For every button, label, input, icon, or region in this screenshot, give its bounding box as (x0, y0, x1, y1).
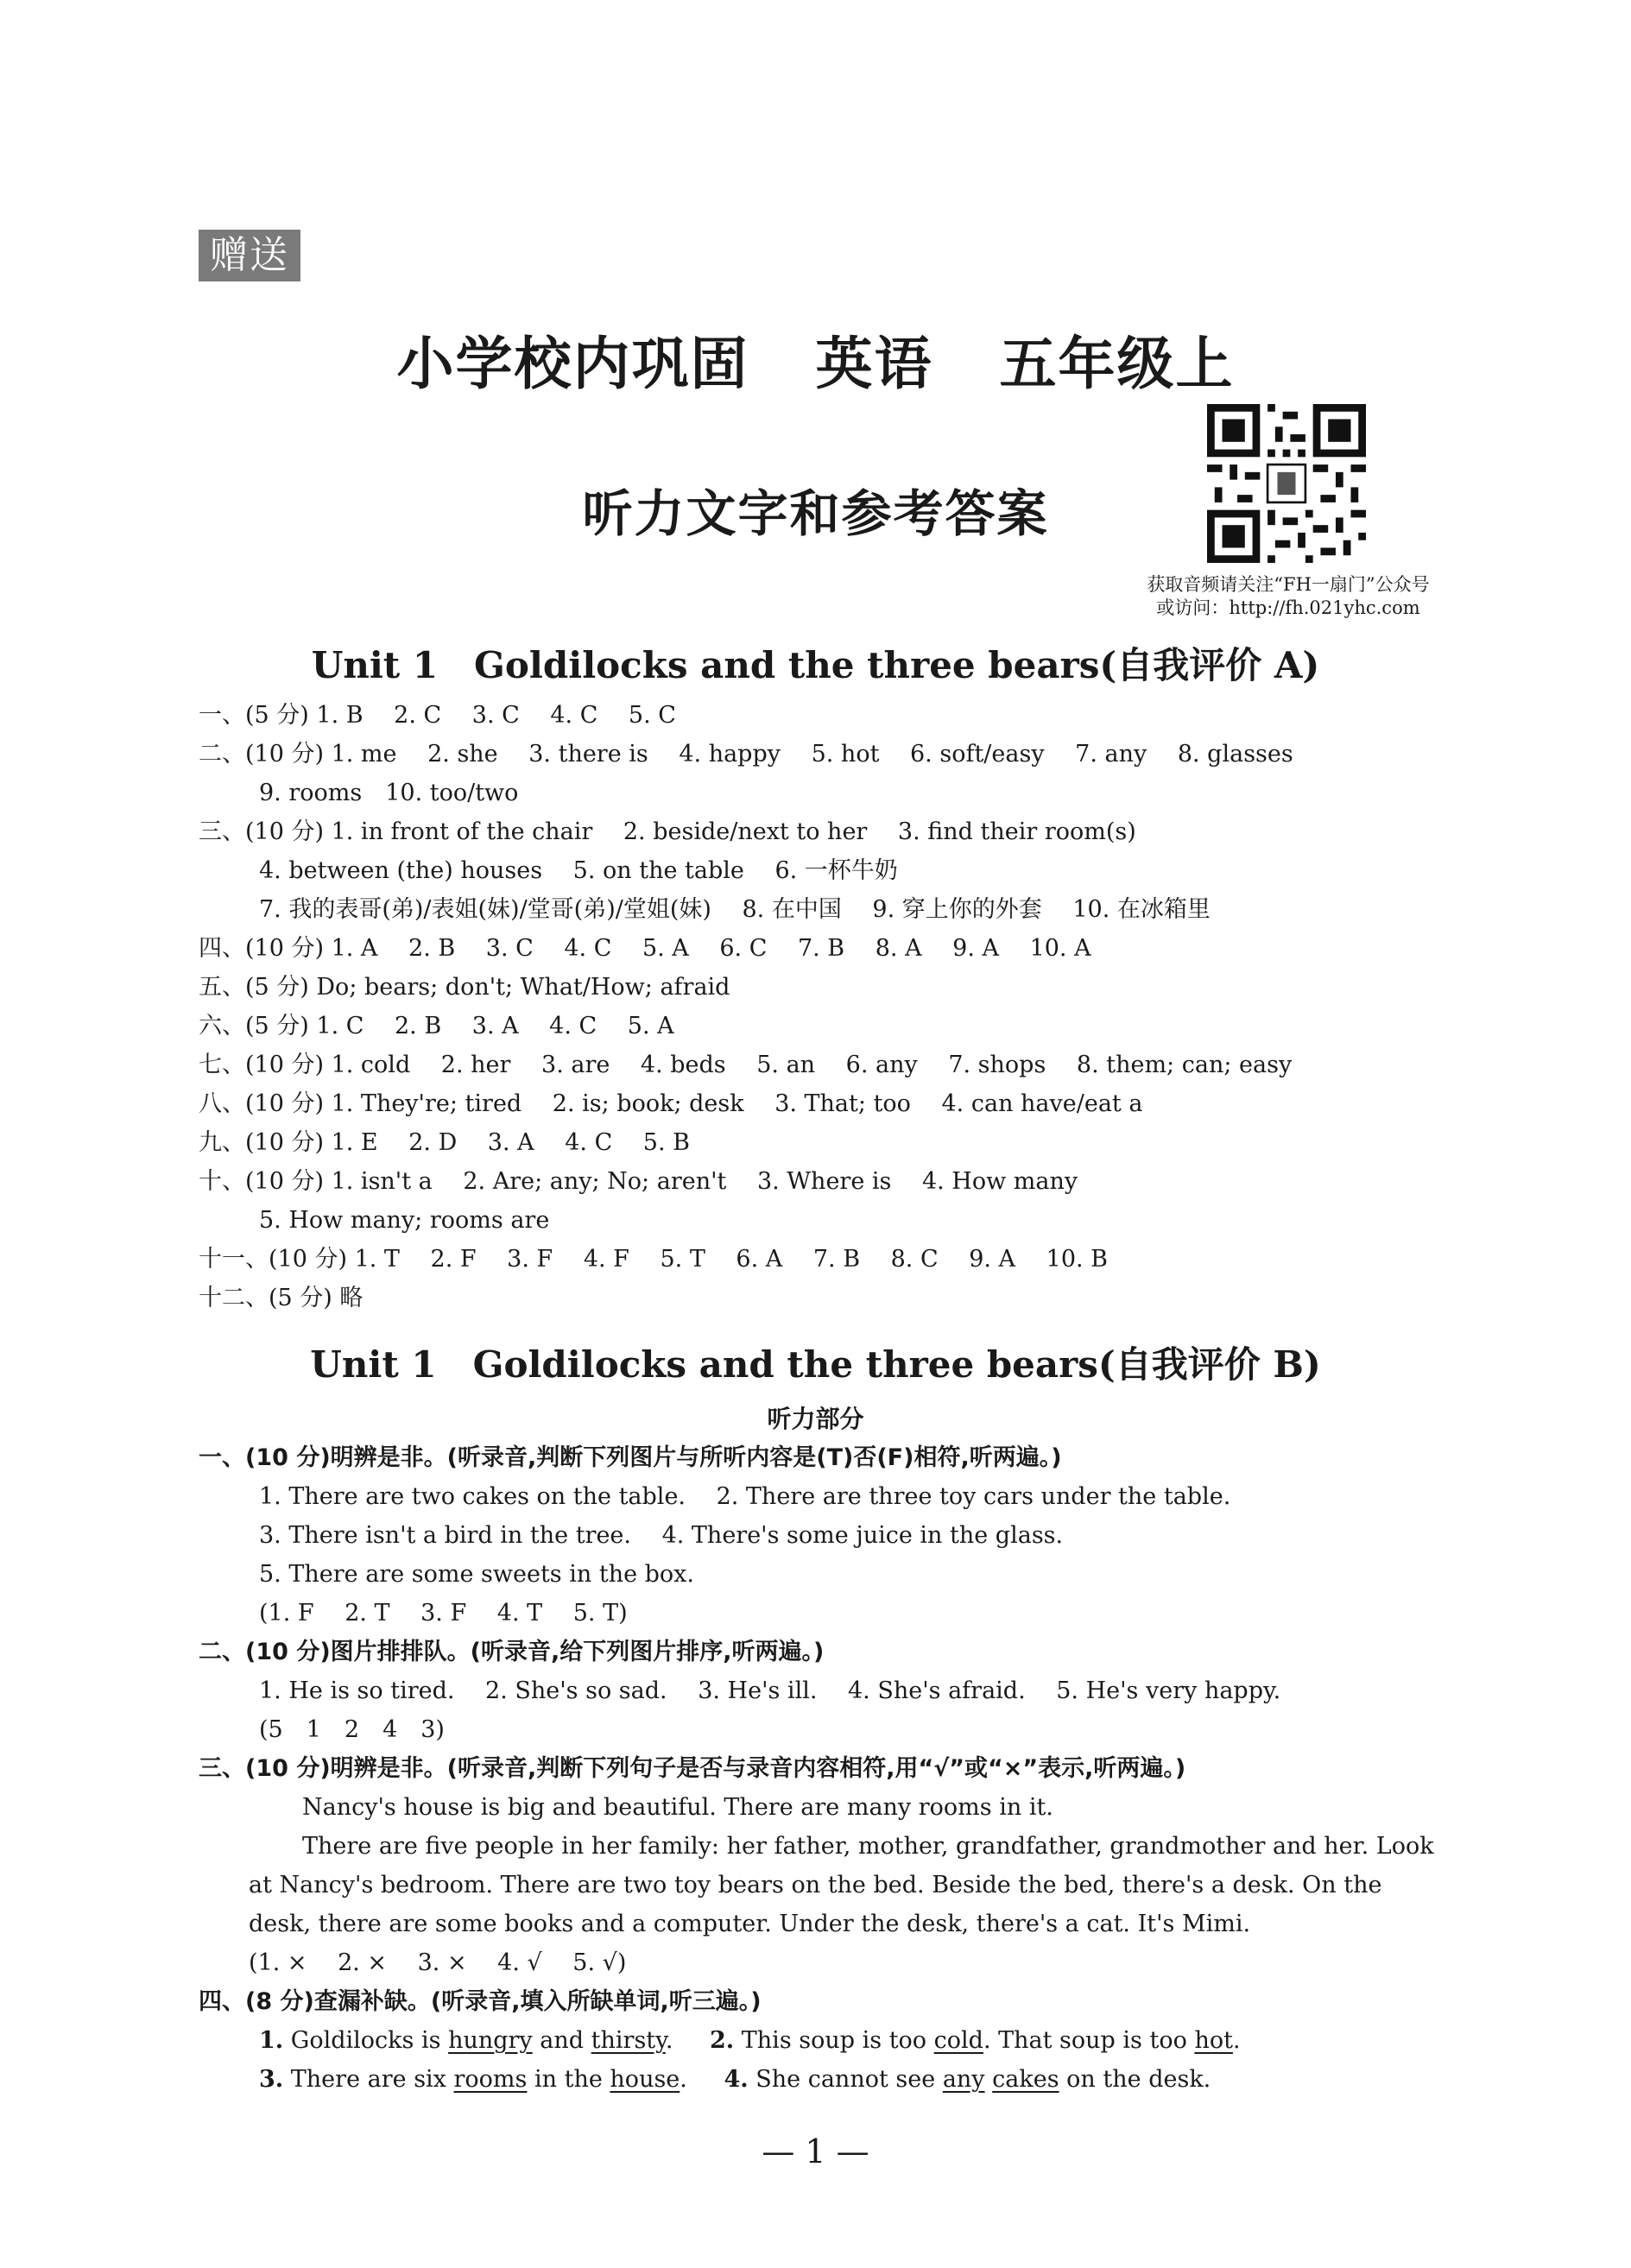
passage-paragraph: There are five people in her family: her father, mother, grandfather, grandmother and her. Look at Nancy's bedroom. There are two toy bears on the bed. Beside the bed, there's a desk. On the desk, there are some books and a computer. Under the desk, there's a cat. It's Mimi. (249, 1833, 1434, 1937)
text: . (680, 2066, 687, 2093)
fill-blank-line (259, 2060, 1211, 2099)
text: . (1232, 2027, 1241, 2054)
section-1-heading: 一、(10 分)明辨是非。(听录音,判断下列图片与所听内容是(T)否(F)相符,听两遍。) (199, 1444, 1062, 1471)
answer-row: 八、(10 分) 1. They're; tired 2. is; book; desk 3. That; too 4. can have/eat a (199, 1090, 1143, 1117)
transcript-line: 1. There are two cakes on the table. 2. There are three toy cars under the table. (259, 1483, 1231, 1510)
text: She cannot see (755, 2066, 936, 2093)
filled-word: cold (933, 2027, 983, 2054)
section-4-heading: 四、(8 分)查漏补缺。(听录音,填入所缺单词,听三遍。) (199, 1988, 762, 2015)
answer-row: 7. 我的表哥(弟)/表姐(妹)/堂哥(弟)/堂姐(妹) 8. 在中国 9. 穿上你的外套 10. 在冰箱里 (259, 896, 1211, 923)
transcript-line: 1. He is so tired. 2. She's so sad. 3. He's ill. 4. She's afraid. 5. He's very happy. (259, 1677, 1281, 1704)
unit-b-heading: Unit 1 Goldilocks and the three bears(自我评价 B) (310, 1343, 1321, 1386)
answer-row: 五、(5 分) Do; bears; don't; What/How; afraid (199, 974, 730, 1001)
item-number: 4. (724, 2066, 749, 2093)
text: This soup is too (741, 2027, 927, 2054)
qr-code-icon[interactable] (1207, 404, 1366, 563)
section-3-heading: 三、(10 分)明辨是非。(听录音,判断下列句子是否与录音内容相符,用“√”或“×”表示,听两遍。) (199, 1755, 1186, 1782)
qr-caption-line: 获取音频请关注“FH一扇门”公众号 (1147, 574, 1430, 595)
filled-word: hungry (448, 2027, 533, 2054)
listening-part-heading: 听力部分 (767, 1405, 864, 1433)
filled-word: any (942, 2066, 985, 2093)
answer-row: 十一、(10 分) 1. T 2. F 3. F 4. F 5. T 6. A 7. B 8. C 9. A 10. B (199, 1246, 1108, 1273)
page-title (0, 318, 1631, 400)
text: . (665, 2027, 673, 2054)
item-number: 3. (259, 2066, 284, 2093)
page-number: — 1 — (762, 2132, 869, 2170)
title-part-grade: 五年级上 (999, 331, 1235, 397)
answer-row: 十二、(5 分) 略 (199, 1285, 363, 1311)
answer-line: (1. × 2. × 3. × 4. √ 5. √) (249, 1949, 627, 1976)
page-subtitle: 听力文字和参考答案 (582, 484, 1049, 543)
answer-line: (1. F 2. T 3. F 4. T 5. T) (259, 1600, 628, 1627)
text: in the (534, 2066, 603, 2093)
text: on the desk. (1066, 2066, 1211, 2093)
text: There are six (290, 2066, 446, 2093)
fill-blank-line (259, 2021, 1241, 2060)
answer-row: 六、(5 分) 1. C 2. B 3. A 4. C 5. A (199, 1013, 674, 1039)
text: Goldilocks is (290, 2027, 441, 2054)
text: and (540, 2027, 585, 2054)
gift-badge: 赠送 (199, 230, 300, 281)
title-part-subject: 英语 (815, 331, 933, 397)
filled-word: thirsty (591, 2027, 666, 2054)
passage-line: Nancy's house is big and beautiful. There are many rooms in it. (302, 1794, 1053, 1821)
answer-row: 三、(10 分) 1. in front of the chair 2. beside/next to her 3. find their room(s) (199, 818, 1136, 845)
answer-row: 9. rooms 10. too/two (259, 780, 519, 806)
item-number: 1. (259, 2027, 284, 2054)
filled-word: rooms (453, 2066, 528, 2093)
answer-line: (5 1 2 4 3) (259, 1716, 445, 1743)
transcript-line: 5. There are some sweets in the box. (259, 1561, 694, 1588)
answer-row: 七、(10 分) 1. cold 2. her 3. are 4. beds 5. an 6. any 7. shops 8. them; can; easy (199, 1052, 1293, 1078)
transcript-line: 3. There isn't a bird in the tree. 4. There's some juice in the glass. (259, 1522, 1064, 1549)
text: . That soup is too (983, 2027, 1187, 2054)
unit-a-heading: Unit 1 Goldilocks and the three bears(自我评价 A) (311, 644, 1320, 686)
item-number: 2. (710, 2027, 735, 2054)
answer-row: 九、(10 分) 1. E 2. D 3. A 4. C 5. B (199, 1129, 690, 1156)
filled-word: hot (1194, 2027, 1233, 2054)
title-part-school: 小学校内巩固 (396, 331, 749, 397)
answer-row: 4. between (the) houses 5. on the table 6. 一杯牛奶 (259, 857, 898, 884)
filled-word: cakes (992, 2066, 1059, 2093)
qr-caption-url: 或访问：http://fh.021yhc.com (1156, 597, 1420, 618)
answer-row: 5. How many; rooms are (259, 1207, 550, 1234)
section-2-heading: 二、(10 分)图片排排队。(听录音,给下列图片排序,听两遍。) (199, 1639, 825, 1665)
filled-word: house (610, 2066, 680, 2093)
answer-row: 一、(5 分) 1. B 2. C 3. C 4. C 5. C (199, 702, 676, 729)
answer-row: 四、(10 分) 1. A 2. B 3. C 4. C 5. A 6. C 7. B 8. A 9. A 10. A (199, 935, 1091, 962)
answer-row: 二、(10 分) 1. me 2. she 3. there is 4. happy 5. hot 6. soft/easy 7. any 8. glasses (199, 741, 1293, 768)
qr-caption (1090, 573, 1487, 620)
answer-row: 十、(10 分) 1. isn't a 2. Are; any; No; aren't 3. Where is 4. How many (199, 1168, 1078, 1195)
